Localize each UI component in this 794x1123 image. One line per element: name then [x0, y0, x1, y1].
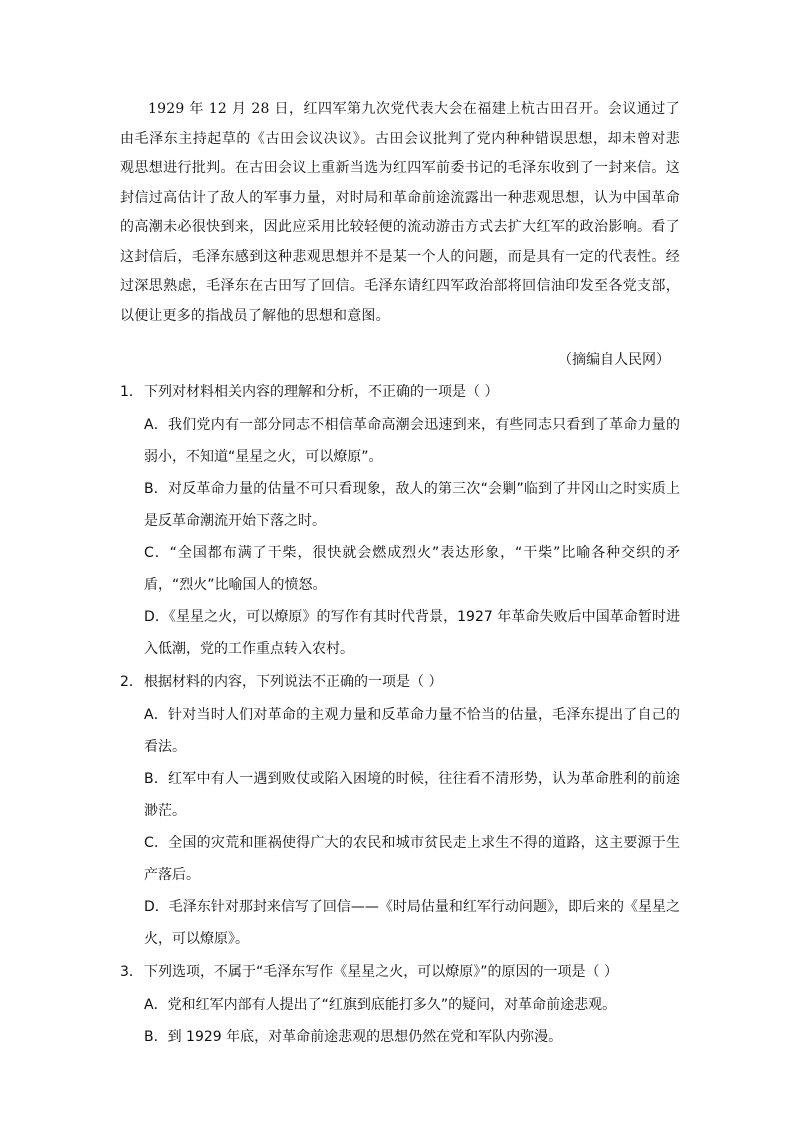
option-list	[120, 989, 680, 1053]
question-1	[120, 375, 680, 665]
option-a: A．我们党内有一部分同志不相信革命高潮会迅速到来，有些同志只看到了革命力量的弱小，不知道“星星之火，可以燎原”。	[144, 417, 680, 465]
option-c: C．“全国都布满了干柴，很快就会燃成烈火”表达形象，“干柴”比喻各种交织的矛盾，“烈火”比喻国人的愤怒。	[144, 545, 680, 593]
question-stem	[120, 375, 680, 409]
question-number: 1．	[120, 384, 143, 400]
question-text: 下列选项，不属于“毛泽东写作《星星之火，可以燎原》”的原因的一项是（ ）	[144, 964, 618, 980]
option-a: A．针对当时人们对革命的主观力量和反革命力量不恰当的估量，毛泽东提出了自己的看法。	[144, 707, 680, 755]
question-3	[120, 955, 680, 1053]
option-list	[120, 699, 680, 955]
question-stem	[120, 955, 680, 989]
question-number: 2．	[120, 674, 143, 690]
option-a: A．党和红军内部有人提出了“红旗到底能打多久”的疑问，对革命前途悲观。	[144, 997, 617, 1013]
option-b: B．到 1929 年底，对革命前途悲观的思想仍然在党和军队内弥漫。	[144, 1029, 563, 1045]
question-2	[120, 665, 680, 955]
question-text: 下列对材料相关内容的理解和分析，不正确的一项是（ ）	[144, 384, 499, 400]
passage-source: （摘编自人民网）	[558, 352, 670, 368]
question-text: 根据材料的内容，下列说法不正确的一项是（ ）	[144, 674, 443, 690]
option-list	[120, 409, 680, 665]
option-b: B．红军中有人一遇到败仗或陷入困境的时候，往往看不清形势，认为革命胜利的前途渺茫。	[144, 771, 680, 819]
option-c: C．全国的灾荒和匪祸使得广大的农民和城市贫民走上求生不得的道路，这主要源于生产落后。	[144, 835, 680, 883]
option-d: D．毛泽东针对那封来信写了回信——《时局估量和红军行动问题》，即后来的《星星之火，可以燎原》。	[144, 899, 680, 947]
question-stem	[120, 665, 680, 699]
question-number: 3．	[120, 964, 143, 980]
option-b: B．对反革命力量的估量不可只看现象，敌人的第三次“会剿”临到了井冈山之时实质上是反革命潮流开始下落之时。	[144, 481, 680, 529]
question-list	[120, 375, 680, 1053]
reading-passage: 1929 年 12 月 28 日，红四军第九次党代表大会在福建上杭古田召开。会议通过了由毛泽东主持起草的《古田会议决议》。古田会议批判了党内种种错误思想，却未曾对悲观思想进行批判。在古田会议上重新当选为红四军前委书记的毛泽东收到了一封来信。这封信过高估计了敌人的军事力量，对时局和革命前途流露出一种悲观思想，认为中国革命的高潮未必很快到来，因此应采用比较轻便的流动游击方式去扩大红军的政治影响。看了这封信后，毛泽东感到这种悲观思想并不是某一个人的问题，而是具有一定的代表性。经过深思熟虑，毛泽东在古田写了回信。毛泽东请红四军政治部将回信油印发至各党支部，以便让更多的指战员了解他的思想和意图。	[120, 101, 680, 324]
option-d: D．《星星之火，可以燎原》的写作有其时代背景，1927 年革命失败后中国革命暂时进入低潮，党的工作重点转入农村。	[144, 609, 680, 657]
